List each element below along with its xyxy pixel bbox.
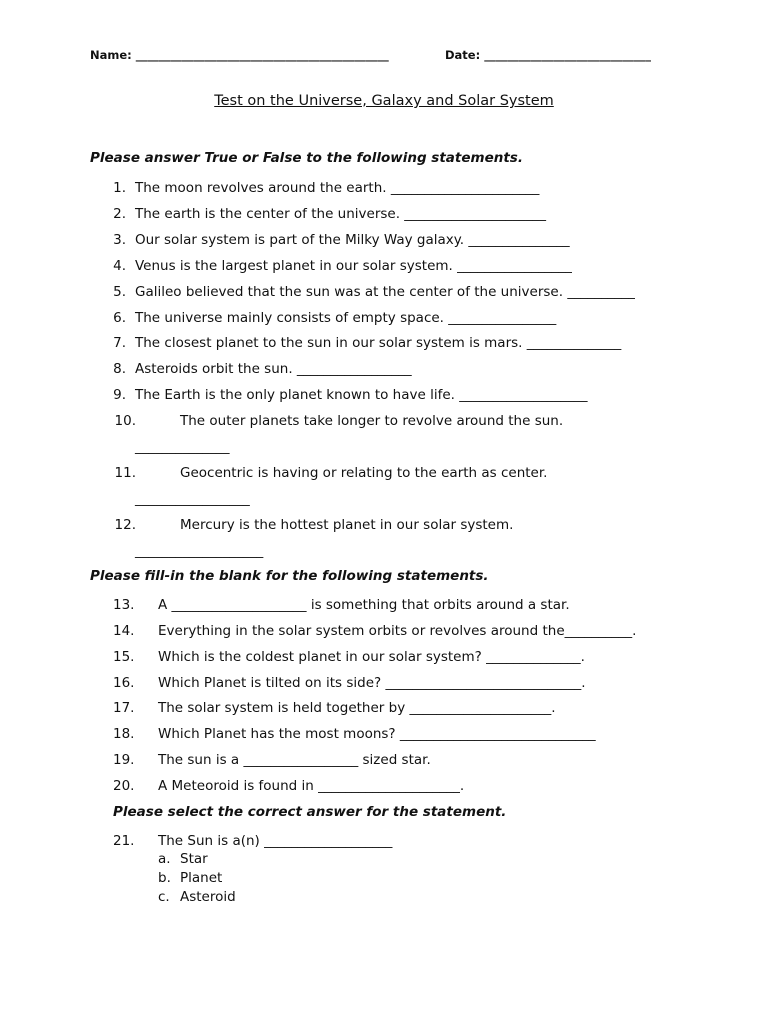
option-letter: c. <box>158 889 170 905</box>
question-text: A ____________________ is something that orbits around a star. <box>158 597 570 613</box>
question-number: 6. <box>113 310 126 326</box>
question-number: 13. <box>113 597 135 613</box>
question-number: 12. <box>114 517 136 533</box>
question-text: The sun is a _________________ sized star. <box>158 752 431 768</box>
option-letter: a. <box>158 851 171 867</box>
answer-blank: _________________ <box>135 491 250 507</box>
question-number: 1. <box>113 180 126 196</box>
question-text: Asteroids orbit the sun. _________________ <box>135 361 412 377</box>
question-text: Which is the coldest planet in our solar system? ______________. <box>158 649 585 665</box>
question-text: A Meteoroid is found in _____________________. <box>158 778 465 794</box>
answer-blank: ______________ <box>135 439 230 455</box>
question-text: Galileo believed that the sun was at the center of the universe. __________ <box>135 284 635 300</box>
question-number: 16. <box>113 675 135 691</box>
question-number: 5. <box>113 284 126 300</box>
question-text: Venus is the largest planet in our solar system. _________________ <box>135 258 572 274</box>
question-text: The earth is the center of the universe. _____________________ <box>135 206 547 222</box>
question-number: 2. <box>113 206 126 222</box>
question-text: Which Planet is tilted on its side? _____________________________. <box>158 675 586 691</box>
answer-blank: ___________________ <box>135 543 264 559</box>
question-text: Mercury is the hottest planet in our solar system. <box>180 517 514 533</box>
question-text: Everything in the solar system orbits or revolves around the__________. <box>158 623 637 639</box>
question-number: 21. <box>113 833 135 849</box>
question-text: Geocentric is having or relating to the earth as center. <box>180 465 548 481</box>
question-number: 17. <box>113 700 135 716</box>
question-number: 14. <box>113 623 135 639</box>
section-fill-blank-heading: Please fill-in the blank for the following statements. <box>90 568 489 584</box>
question-text: The outer planets take longer to revolve around the sun. <box>180 413 564 429</box>
question-number: 18. <box>113 726 135 742</box>
question-number: 4. <box>113 258 126 274</box>
page-title: Test on the Universe, Galaxy and Solar System <box>214 93 554 109</box>
name-field: Name: ____________________________________________ <box>90 48 389 62</box>
option-text: Star <box>180 851 208 867</box>
option-letter: b. <box>158 870 171 886</box>
question-text: The moon revolves around the earth. ______________________ <box>135 180 540 196</box>
question-number: 19. <box>113 752 135 768</box>
section-true-false-heading: Please answer True or False to the following statements. <box>90 150 523 166</box>
question-text: The solar system is held together by _____________________. <box>158 700 556 716</box>
question-number: 9. <box>113 387 126 403</box>
question-number: 20. <box>113 778 135 794</box>
question-text: Our solar system is part of the Milky Way galaxy. _______________ <box>135 232 570 248</box>
question-text: The universe mainly consists of empty space. ________________ <box>135 310 557 326</box>
question-number: 8. <box>113 361 126 377</box>
question-text: Which Planet has the most moons? _____________________________ <box>158 726 596 742</box>
option-text: Planet <box>180 870 223 886</box>
question-text: The Sun is a(n) ___________________ <box>158 833 393 849</box>
question-number: 10. <box>114 413 136 429</box>
question-number: 7. <box>113 335 126 351</box>
section-multiple-choice-heading: Please select the correct answer for the statement. <box>113 804 507 820</box>
question-text: The Earth is the only planet known to have life. ___________________ <box>135 387 588 403</box>
option-text: Asteroid <box>180 889 236 905</box>
question-number: 3. <box>113 232 126 248</box>
question-number: 15. <box>113 649 135 665</box>
question-number: 11. <box>114 465 136 481</box>
question-text: The closest planet to the sun in our solar system is mars. ______________ <box>135 335 622 351</box>
date-field: Date: _____________________________ <box>445 48 651 62</box>
